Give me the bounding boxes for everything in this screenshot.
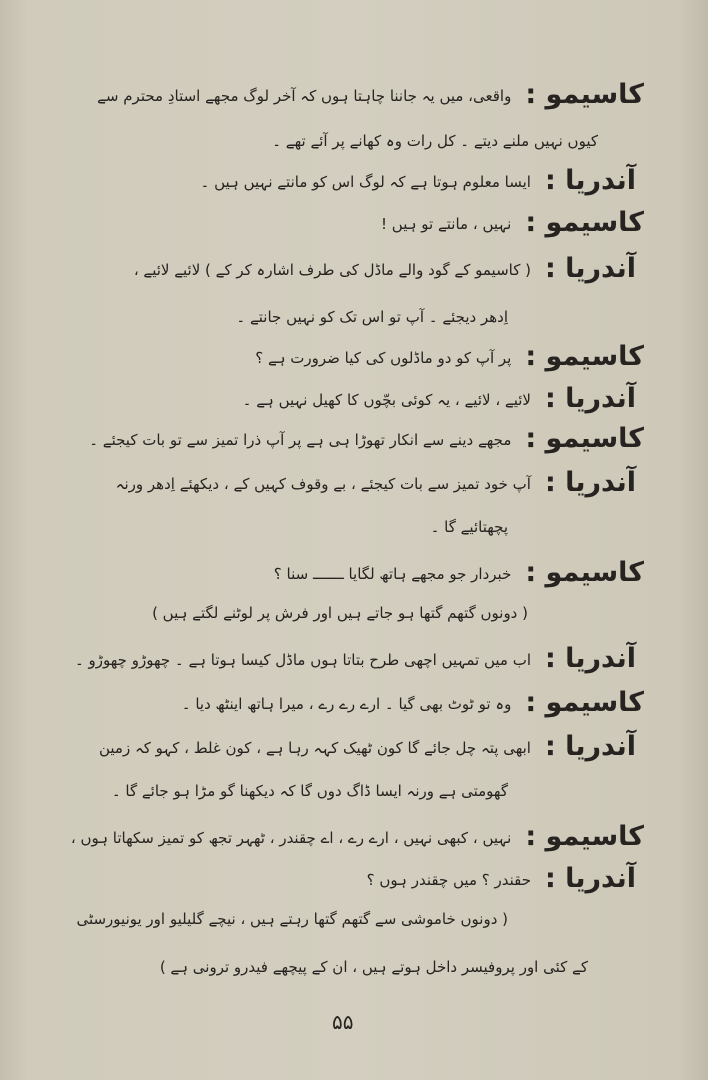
dialogue-line [381,207,644,238]
page-number: ۵۵ [332,1010,354,1034]
dialogue-line [112,778,508,804]
speaker-name: کاسیمو : [525,821,644,852]
line-text: واقعی، میں یہ جاننا چاہتا ہوں کہ آخر لوگ مجھے استادِ محترم سے [97,87,512,105]
dialogue-line [242,383,636,414]
line-text: ( کاسیمو کے گود والے ماڈل کی طرف اشارہ کر کے ) لائیے لائیے ، [133,261,531,279]
line-text: اب میں تمہیں اچھی طرح بتاتا ہوں ماڈل کیسا ہوتا ہے ۔ چھوڑو چھوڑو ۔ [74,651,531,669]
dialogue-line [255,341,644,372]
line-text: کے کئی اور پروفیسر داخل ہوتے ہیں ، ان کے پیچھے فیدرو ترونی ہے ) [159,958,588,976]
line-text: مجھے دینے سے انکار تھوڑا ہی ہے پر آپ ذرا تمیز سے تو بات کیجئے ۔ [89,431,512,449]
speaker-name: کاسیمو : [525,557,644,588]
speaker-name: کاسیمو : [525,341,644,372]
stage-direction [160,954,588,980]
dialogue-line [431,514,508,540]
speaker-name: آندریا : [544,253,636,284]
line-text: وہ تو ٹوٹ بھی گیا ۔ ارے رے رے ، میرا ہاتھ اینٹھ دیا ۔ [181,695,512,713]
line-text: نہیں ، مانتے تو ہیں ! [381,215,512,233]
line-text: لائیے ، لائیے ، یہ کوئی بچّوں کا کھیل نہیں ہے ۔ [242,391,531,409]
line-text: ( دونوں گتھم گتھا ہو جاتے ہیں اور فرش پر لوٹنے لگتے ہیں ) [152,604,528,622]
dialogue-line [133,253,636,284]
dialogue-line [200,165,636,196]
line-text: آپ خود تمیز سے بات کیجئے ، بے وقوف کہیں کے ، دیکھئے اِدھر ورنہ [115,475,531,493]
speaker-name: کاسیمو : [525,79,644,110]
dialogue-line [74,643,636,674]
speaker-name: آندریا : [544,863,636,894]
stage-direction [152,600,528,626]
dialogue-line [89,423,644,454]
line-text: پر آپ کو دو ماڈلوں کی کیا ضرورت ہے ؟ [255,349,512,367]
speaker-name: کاسیمو : [525,207,644,238]
speaker-name: آندریا : [544,383,636,414]
line-text: ( دونوں خاموشی سے گتھم گتھا رہتے ہیں ، نیچے گلیلیو اور یونیورسٹی [76,910,508,928]
line-text: کیوں نہیں ملنے دیتے ۔ کل رات وہ کھانے پر آئے تھے ۔ [272,132,598,150]
speaker-name: آندریا : [544,643,636,674]
line-text: نہیں ، کبھی نہیں ، ارے رے ، اے چقندر ، ٹھہر تجھ کو تمیز سکھاتا ہوں ، [70,829,512,847]
line-text: اِدھر دیجئے ۔ آپ تو اس تک کو نہیں جانتے ۔ [236,308,508,326]
dialogue-line [236,304,508,330]
dialogue-line [97,79,644,110]
line-text: ایسا معلوم ہوتا ہے کہ لوگ اس کو مانتے نہیں ہیں ۔ [200,173,531,191]
speaker-name: آندریا : [544,467,636,498]
line-text: خبردار جو مجھے ہاتھ لگایا ـــــــ سنا ؟ [273,565,512,583]
speaker-name: آندریا : [544,165,636,196]
speaker-name: آندریا : [544,731,636,762]
dialogue-line [181,687,644,718]
dialogue-line [366,863,636,894]
line-text: ابھی پتہ چل جائے گا کون ٹھیک کہہ رہا ہے ، کون غلط ، کہو کہ زمین [98,739,531,757]
line-text: گھومتی ہے ورنہ ایسا ڈاگ دوں گا کہ دیکھنا گو مڑا ہو جائے گا ۔ [111,782,508,800]
dialogue-line [273,557,644,588]
line-text: حقندر ؟ میں چقندر ہوں ؟ [366,871,531,889]
stage-direction [76,906,508,932]
dialogue-line [115,467,636,498]
speaker-name: کاسیمو : [525,423,644,454]
dialogue-line [272,128,598,154]
line-text: پچھتائیے گا ۔ [430,518,508,536]
dialogue-line [98,731,636,762]
speaker-name: کاسیمو : [525,687,644,718]
dialogue-line [70,821,644,852]
